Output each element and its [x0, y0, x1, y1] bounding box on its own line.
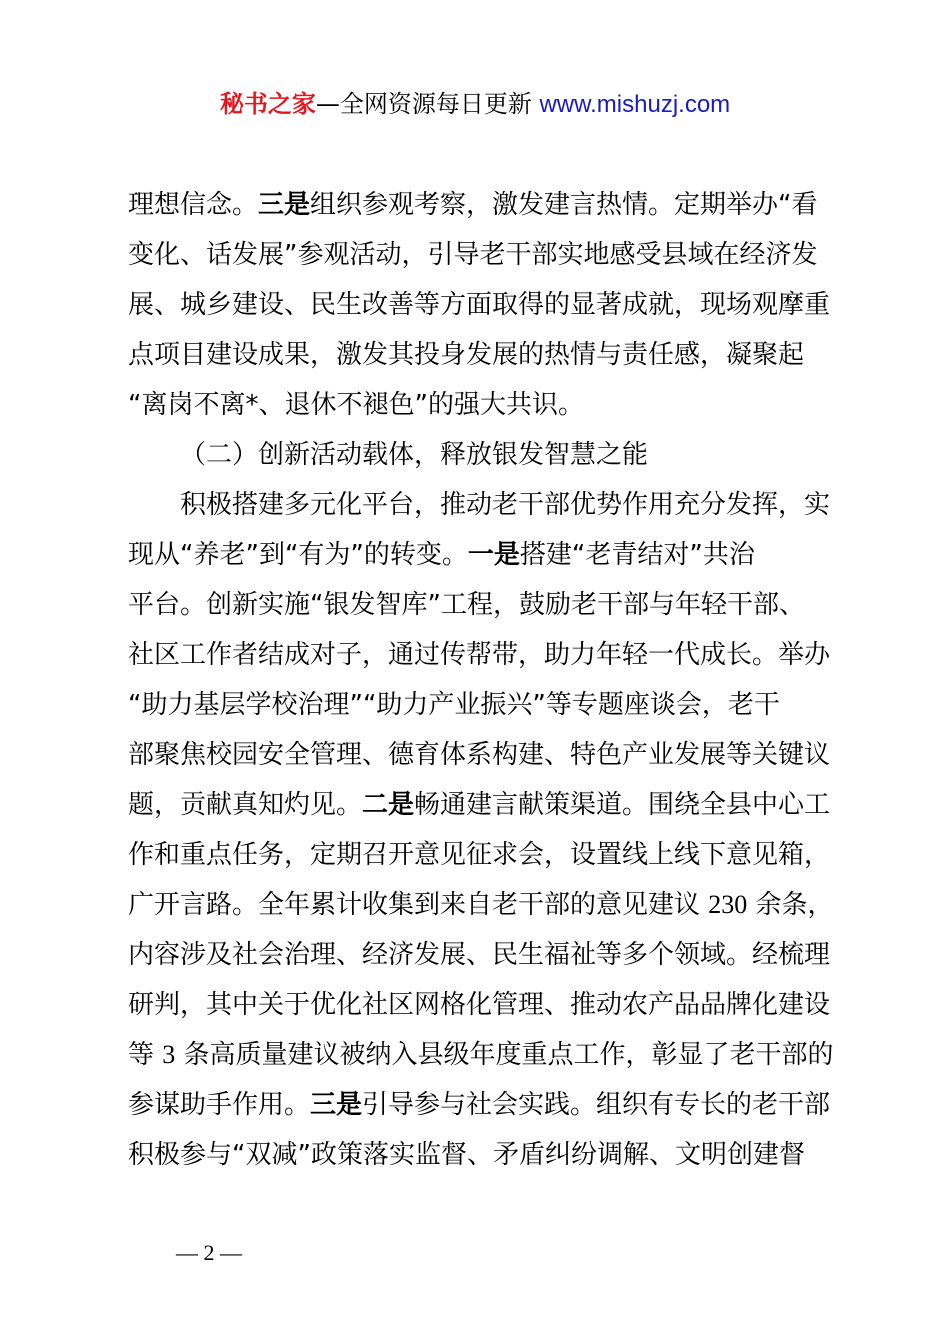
site-url[interactable]: www.mishuzj.com [539, 91, 731, 118]
text-line: 理想信念。三是组织参观考察，激发建言热情。定期举办“看 [128, 190, 818, 220]
text-line: 现从“养老”到“有为”的转变。一是搭建“老青结对”共治 [128, 540, 755, 570]
text-line: 作和重点任务，定期召开意见征求会，设置线上线下意见箱， [128, 840, 831, 870]
header-tagline: —全网资源每日更新 [315, 90, 540, 118]
text-line: 等 3 条高质量建议被纳入县级年度重点工作，彰显了老干部的 [128, 1040, 834, 1070]
text-line: 变化、话发展”参观活动，引导老干部实地感受县域在经济发 [128, 240, 818, 270]
text-line: 参谋助手作用。三是引导参与社会实践。组织有专长的老干部 [128, 1090, 831, 1120]
text-line: 研判，其中关于优化社区网格化管理、推动农产品品牌化建设 [128, 990, 831, 1020]
bold-marker: 二是 [362, 790, 415, 820]
text-line: 展、城乡建设、民生改善等方面取得的显著成就，现场观摩重 [128, 290, 831, 320]
document-body [128, 180, 834, 1180]
text-line: 点项目建设成果，激发其投身发展的热情与责任感，凝聚起 [128, 340, 805, 370]
text-line: “离岗不离*、退休不褪色”的强大共识。 [128, 390, 584, 420]
text-line: 内容涉及社会治理、经济发展、民生福祉等多个领域。经梳理 [128, 940, 831, 970]
page-number: — 2 — [176, 1240, 242, 1265]
text-line: “助力基层学校治理”“助力产业振兴”等专题座谈会，老干 [128, 690, 780, 720]
text-line: 广开言路。全年累计收集到来自老干部的意见建议 230 余条， [128, 890, 834, 920]
text-line: 平台。创新实施“银发智库”工程，鼓励老干部与年轻干部、 [128, 590, 805, 620]
site-header [0, 86, 950, 123]
text-line: 积极搭建多元化平台，推动老干部优势作用充分发挥，实 [180, 490, 831, 520]
brand-name: 秘书之家 [219, 90, 316, 118]
text-line: 题，贡献真知灼见。二是畅通建言献策渠道。围绕全县中心工 [128, 790, 831, 820]
bold-marker: 三是 [258, 190, 311, 220]
bold-marker: 三是 [310, 1090, 363, 1120]
section-heading: （二）创新活动载体，释放银发智慧之能 [180, 440, 649, 470]
text-line: 积极参与“双减”政策落实监督、矛盾纠纷调解、文明创建督 [128, 1140, 805, 1170]
bold-marker: 一是 [467, 540, 520, 570]
text-line: 部聚焦校园安全管理、德育体系构建、特色产业发展等关键议 [128, 740, 831, 770]
text-line: 社区工作者结成对子，通过传帮带，助力年轻一代成长。举办 [128, 640, 831, 670]
